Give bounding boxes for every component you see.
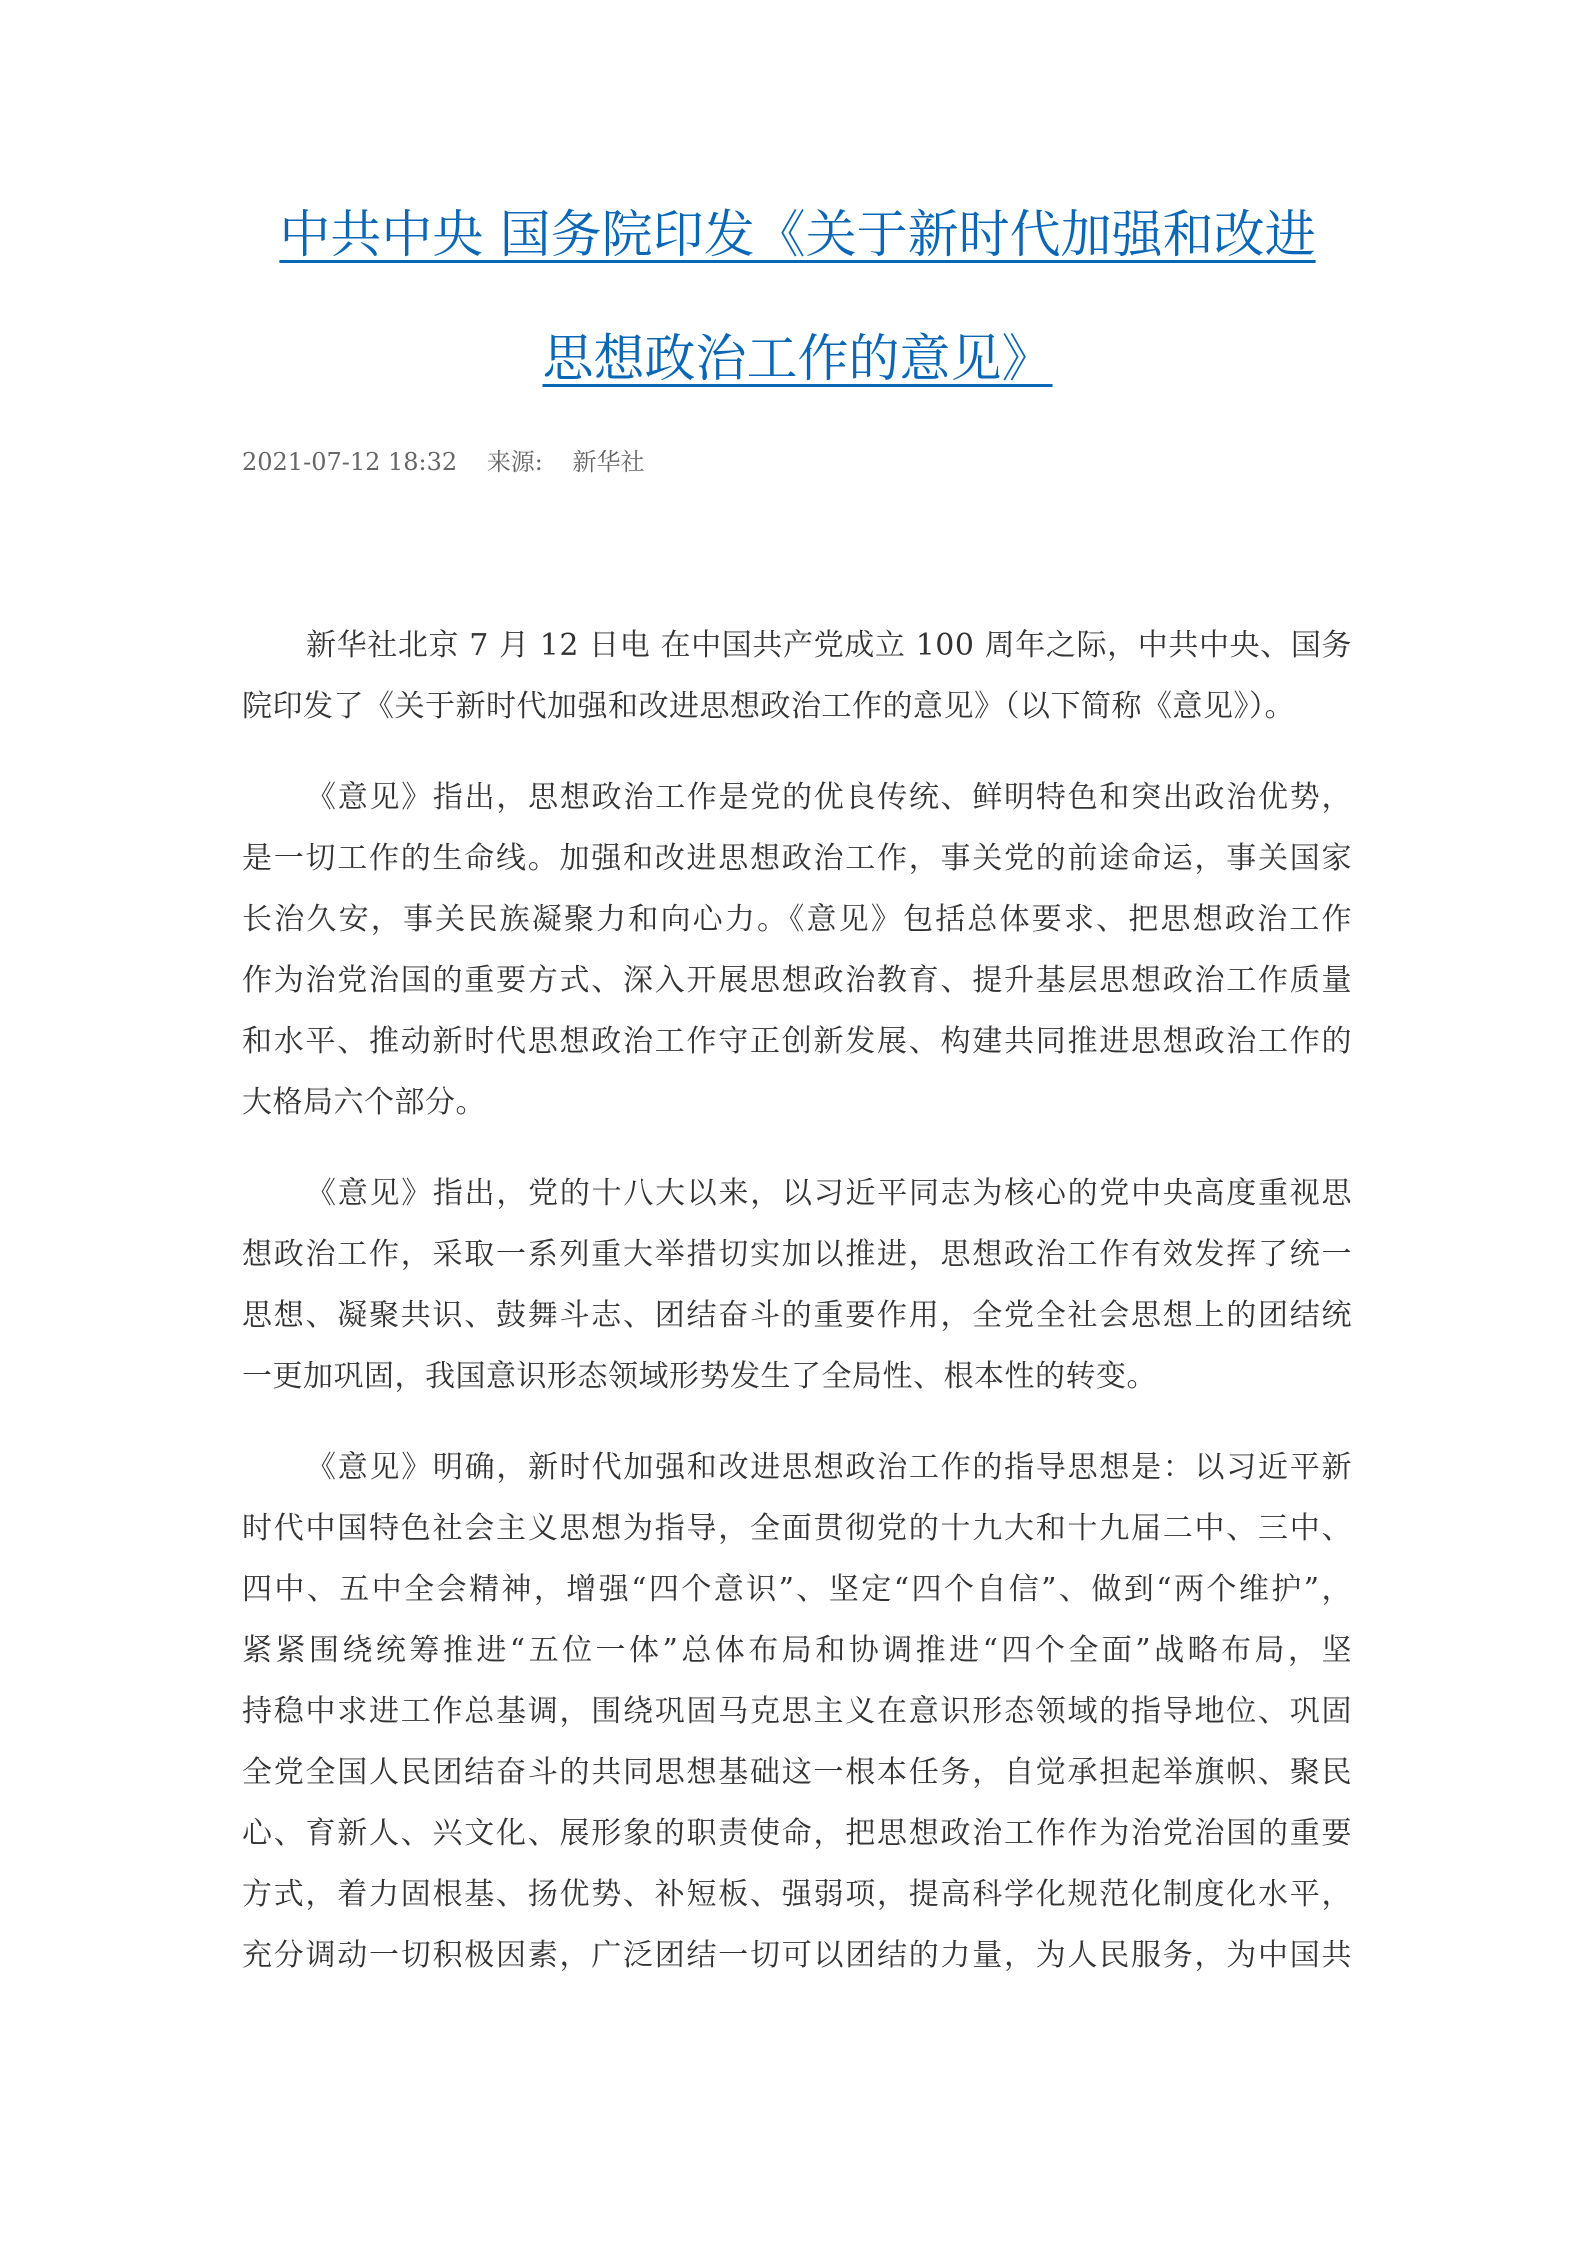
article-title-line-1[interactable]: 中共中央 国务院印发《关于新时代加强和改进 [279, 206, 1316, 265]
text-line: 大格局六个部分。 [242, 1085, 486, 1120]
text-line: 充分调动一切积极因素，广泛团结一切可以团结的力量，为人民服务，为中国共 [242, 1938, 1352, 1973]
text-line: 全党全国人民团结奋斗的共同思想基础这一根本任务，自觉承担起举旗帜、聚民 [242, 1755, 1352, 1790]
text-line: 和水平、推动新时代思想政治工作守正创新发展、构建共同推进思想政治工作的 [242, 1024, 1352, 1059]
text-line: 时代中国特色社会主义思想为指导，全面贯彻党的十九大和十九届二中、三中、 [242, 1511, 1352, 1546]
source-name: 新华社 [572, 448, 645, 476]
source-label: 来源: [486, 448, 543, 476]
text-line: 思想、凝聚共识、鼓舞斗志、团结奋斗的重要作用，全党全社会思想上的团结统 [242, 1298, 1352, 1333]
text-line: 方式，着力固根基、扬优势、补短板、强弱项，提高科学化规范化制度化水平， [242, 1877, 1352, 1912]
text-line: 想政治工作，采取一系列重大举措切实加以推进，思想政治工作有效发挥了统一 [242, 1237, 1352, 1272]
text-line: 《意见》明确，新时代加强和改进思想政治工作的指导思想是：以习近平新 [306, 1450, 1352, 1485]
text-line: 是一切工作的生命线。加强和改进思想政治工作，事关党的前途命运，事关国家 [242, 841, 1352, 876]
paragraph [242, 615, 1352, 737]
publish-date: 2021-07-12 18:32 [242, 448, 458, 476]
text-line: 新华社北京 7 月 12 日电 在中国共产党成立 100 周年之际，中共中央、国务 [306, 628, 1352, 663]
text-line: 紧紧围绕统筹推进“五位一体”总体布局和协调推进“四个全面”战略布局，坚 [242, 1633, 1352, 1668]
text-line: 长治久安，事关民族凝聚力和向心力。《意见》包括总体要求、把思想政治工作 [242, 902, 1352, 937]
article-body [242, 615, 1352, 2016]
text-line: 《意见》指出，思想政治工作是党的优良传统、鲜明特色和突出政治优势， [306, 780, 1352, 815]
text-line: 四中、五中全会精神，增强“四个意识”、坚定“四个自信”、做到“两个维护”， [242, 1572, 1352, 1607]
text-line: 作为治党治国的重要方式、深入开展思想政治教育、提升基层思想政治工作质量 [242, 963, 1352, 998]
text-line: 院印发了《关于新时代加强和改进思想政治工作的意见》（以下简称《意见》）。 [242, 689, 1295, 724]
article-title[interactable] [240, 205, 1355, 391]
text-line: 持稳中求进工作总基调，围绕巩固马克思主义在意识形态领域的指导地位、巩固 [242, 1694, 1352, 1729]
paragraph [242, 1437, 1352, 1986]
paragraph [242, 1163, 1352, 1407]
article-meta [242, 447, 667, 477]
text-line: 一更加巩固，我国意识形态领域形势发生了全局性、根本性的转变。 [242, 1359, 1157, 1394]
text-line: 《意见》指出，党的十八大以来，以习近平同志为核心的党中央高度重视思 [306, 1176, 1352, 1211]
text-line: 心、育新人、兴文化、展形象的职责使命，把思想政治工作作为治党治国的重要 [242, 1816, 1352, 1851]
article-title-line-2[interactable]: 思想政治工作的意见》 [542, 330, 1053, 389]
paragraph [242, 767, 1352, 1133]
